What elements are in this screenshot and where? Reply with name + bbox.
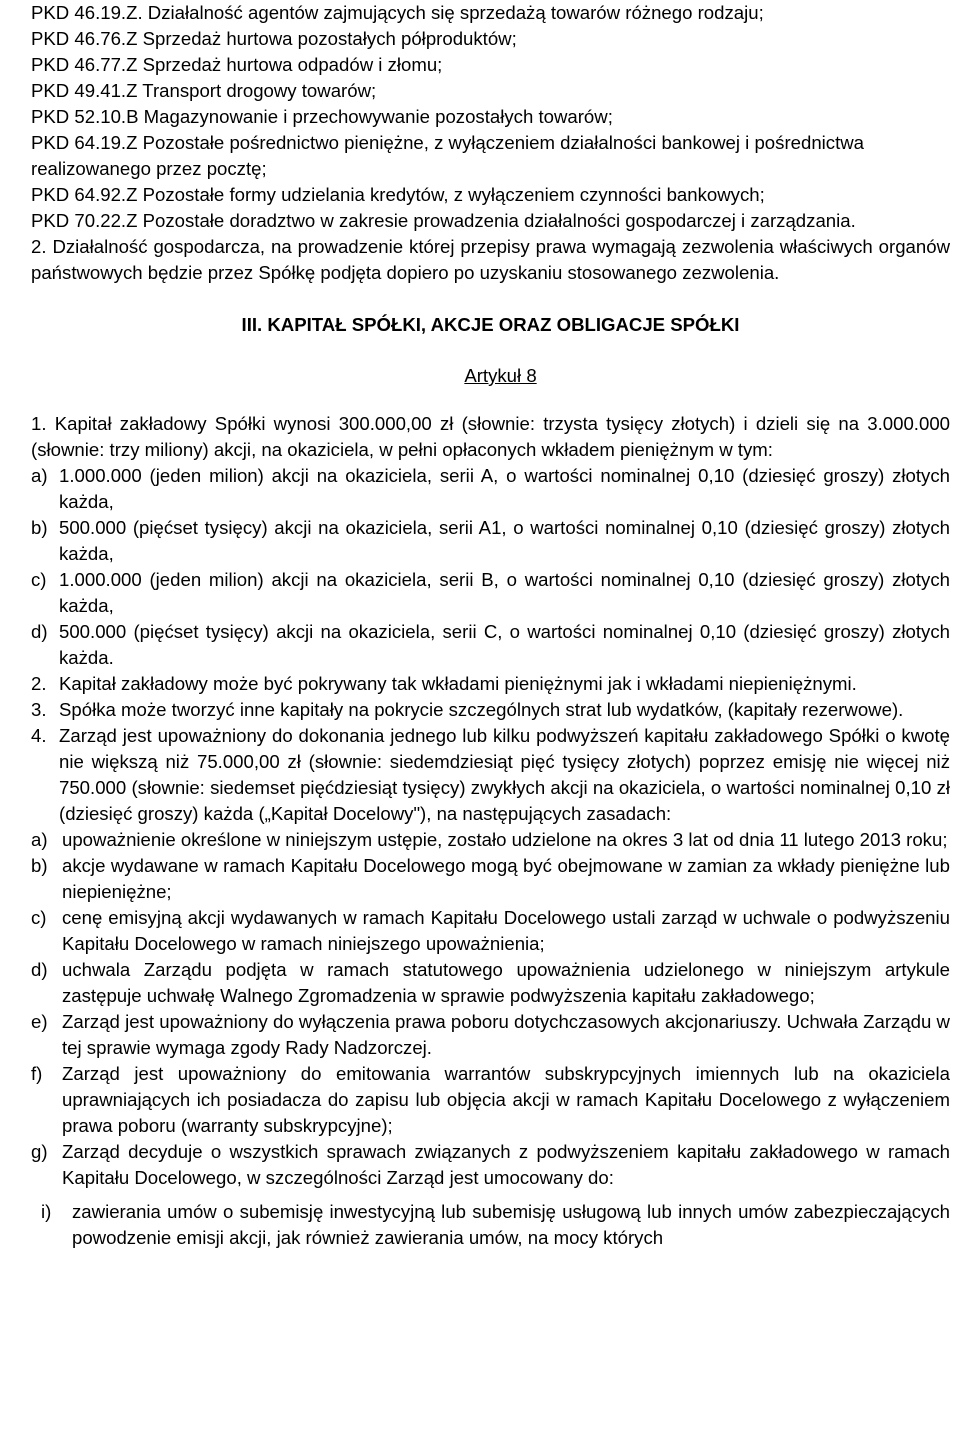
pkd-line: PKD 46.76.Z Sprzedaż hurtowa pozostałych półproduktów;	[31, 28, 517, 49]
item-label: e)	[31, 1011, 48, 1032]
item-label: d)	[31, 959, 48, 980]
item-label: a)	[31, 465, 48, 486]
list-item	[31, 723, 950, 827]
item-text: Zarząd jest upoważniony do wyłączenia prawa poboru dotychczasowych akcjonariuszy. Uchwała Zarządu w tej sprawie wymaga zgody Rady Nadzorczej.	[62, 1011, 950, 1058]
item-label: c)	[31, 569, 47, 590]
pkd-line: PKD 52.10.B Magazynowanie i przechowywanie pozostałych towarów;	[31, 106, 613, 127]
pkd-line: PKD 64.92.Z Pozostałe formy udzielania kredytów, z wyłączeniem czynności bankowych;	[31, 184, 765, 205]
item-label: b)	[31, 855, 48, 876]
item-label: f)	[31, 1063, 43, 1084]
paragraph-1-intro: 1. Kapitał zakładowy Spółki wynosi 300.000,00 zł (słownie: trzysta tysięcy złotych) i dzieli się na 3.000.000 (słownie: trzy miliony) akcji, na okaziciela, w pełni opłaconych wkładem pieniężnym w tym:	[31, 413, 950, 460]
share-series-list	[31, 463, 950, 671]
list-item	[31, 827, 950, 853]
item-text: Spółka może tworzyć inne kapitały na pokrycie szczególnych strat lub wydatków, (kapitały rezerwowe).	[59, 699, 904, 720]
list-item	[31, 671, 950, 697]
item-text: Kapitał zakładowy może być pokrywany tak wkładami pieniężnymi jak i wkładami niepieniężnymi.	[59, 673, 857, 694]
section-title: III. KAPITAŁ SPÓŁKI, AKCJE ORAZ OBLIGACJE SPÓŁKI	[241, 314, 740, 335]
sub-clause	[41, 1199, 950, 1251]
pkd-line: PKD 70.22.Z Pozostałe doradztwo w zakresie prowadzenia działalności gospodarczej i zarządzania.	[31, 210, 856, 231]
article-title: Artykuł 8	[464, 365, 537, 386]
item-text: 1.000.000 (jeden milion) akcji na okaziciela, serii A, o wartości nominalnej 0,10 (dziesięć groszy) złotych każda,	[59, 465, 950, 512]
pkd-line: PKD 49.41.Z Transport drogowy towarów;	[31, 80, 377, 101]
item-label: c)	[31, 907, 47, 928]
list-item	[31, 697, 950, 723]
item-text: cenę emisyjną akcji wydawanych w ramach Kapitału Docelowego ustali zarząd w uchwale o podwyższeniu Kapitału Docelowego w ramach niniejszego upoważnienia;	[62, 907, 950, 954]
list-item	[31, 853, 950, 905]
item-text: zawierania umów o subemisję inwestycyjną lub subemisję usługową lub innych umów zabezpieczających powodzenie emisji akcji, jak również zawierania umów, na mocy których	[72, 1201, 950, 1248]
pkd-list	[31, 0, 950, 234]
list-item	[31, 1009, 950, 1061]
item-text: 1.000.000 (jeden milion) akcji na okaziciela, serii B, o wartości nominalnej 0,10 (dziesięć groszy) złotych każda,	[59, 569, 950, 616]
item-label: 2.	[31, 673, 47, 694]
item-text: Zarząd decyduje o wszystkich sprawach związanych z podwyższeniem kapitału zakładowego w ramach Kapitału Docelowego, w szczególności Zarząd jest umocowany do:	[62, 1141, 950, 1188]
numbered-list	[31, 671, 950, 827]
paragraph-2: 2. Działalność gospodarcza, na prowadzenie której przepisy prawa wymagają zezwolenia właściwych organów państwowych będzie przez Spółkę podjęta dopiero po uzyskaniu stosowanego zezwolenia.	[31, 236, 950, 283]
item-text: Zarząd jest upoważniony do dokonania jednego lub kilku podwyższeń kapitału zakładowego Spółki o kwotę nie większą niż 75.000,00 zł (słownie: siedemdziesiąt pięć tysięcy złotych) poprzez emisję nie więcej niż 750.000 (słownie: siedemset pięćdziesiąt tysięcy) zwykłych akcji na okaziciela, o wartości nominalnej 0,10 zł (dziesięć groszy) każda („Kapitał Docelowy"), na następujących zasadach:	[59, 725, 950, 824]
item-text: 500.000 (pięćset tysięcy) akcji na okaziciela, serii C, o wartości nominalnej 0,10 (dziesięć groszy) złotych każda.	[59, 621, 950, 668]
item-text: 500.000 (pięćset tysięcy) akcji na okaziciela, serii A1, o wartości nominalnej 0,10 (dziesięć groszy) złotych każda,	[59, 517, 950, 564]
clause-list	[31, 827, 950, 1191]
list-item	[31, 515, 950, 567]
item-label: b)	[31, 517, 48, 538]
list-item	[31, 957, 950, 1009]
list-item	[31, 1061, 950, 1139]
item-text: Zarząd jest upoważniony do emitowania warrantów subskrypcyjnych imiennych lub na okaziciela uprawniających ich posiadacza do zapisu lub objęcia akcji w ramach Kapitału Docelowego z wyłączeniem prawa poboru (warranty subskrypcyjne);	[62, 1063, 950, 1136]
list-item	[31, 1139, 950, 1191]
list-item	[31, 567, 950, 619]
pkd-line: PKD 46.19.Z. Działalność agentów zajmujących się sprzedażą towarów różnego rodzaju;	[31, 2, 764, 23]
item-label: g)	[31, 1141, 48, 1162]
item-text: uchwala Zarządu podjęta w ramach statutowego upoważnienia udzielonego w niniejszym artykule zastępuje uchwałę Walnego Zgromadzenia w sprawie podwyższenia kapitału zakładowego;	[62, 959, 950, 1006]
item-text: akcje wydawane w ramach Kapitału Docelowego mogą być obejmowane w zamian za wkłady pieniężne lub niepieniężne;	[62, 855, 950, 902]
item-label: a)	[31, 829, 48, 850]
list-item	[31, 905, 950, 957]
item-label: 3.	[31, 699, 47, 720]
pkd-line: PKD 46.77.Z Sprzedaż hurtowa odpadów i złomu;	[31, 54, 443, 75]
item-text: upoważnienie określone w niniejszym ustępie, zostało udzielone na okres 3 lat od dnia 11 lutego 2013 roku;	[62, 829, 948, 850]
item-label: d)	[31, 621, 48, 642]
pkd-line: PKD 64.19.Z Pozostałe pośrednictwo pieniężne, z wyłączeniem działalności bankowej i pośrednictwa realizowanego przez pocztę;	[31, 132, 865, 179]
list-item	[31, 463, 950, 515]
item-label: 4.	[31, 725, 47, 746]
list-item	[31, 619, 950, 671]
item-label: i)	[41, 1201, 52, 1222]
